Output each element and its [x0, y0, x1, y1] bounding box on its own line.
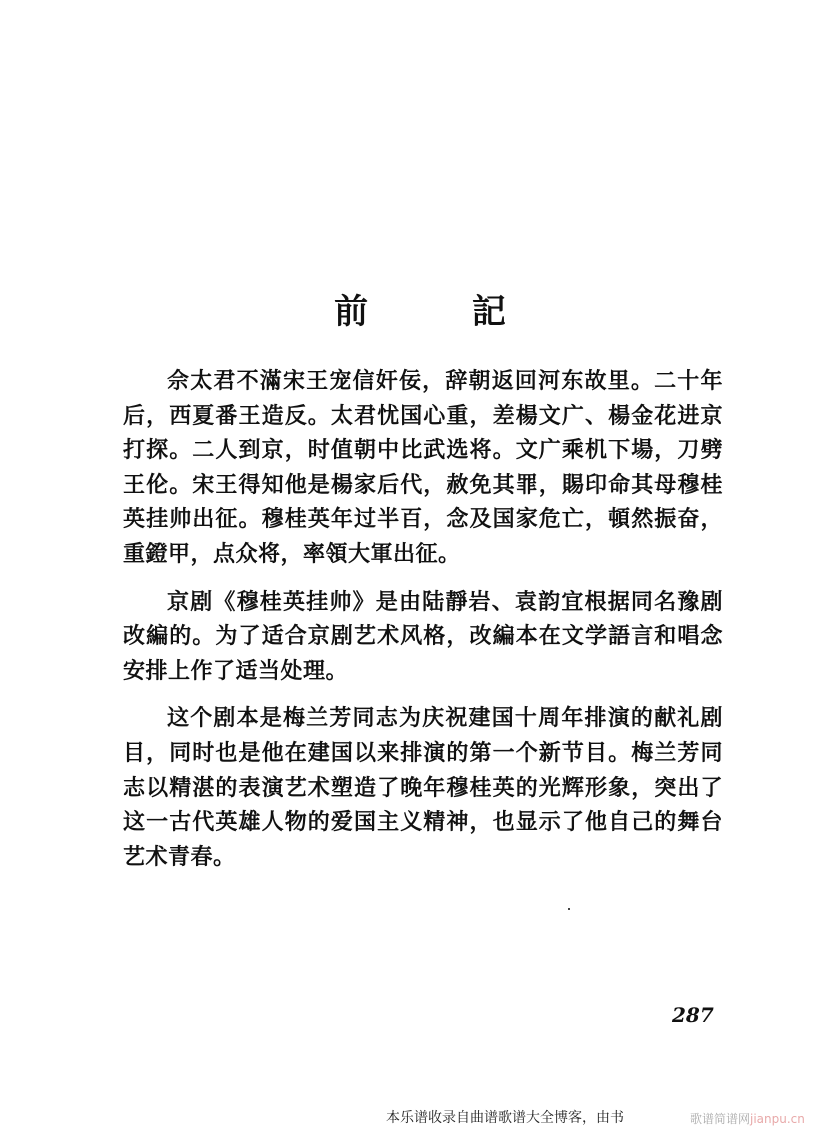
footer-notice: 本乐谱收录自曲谱歌谱大全博客，由书 — [386, 1110, 624, 1126]
paragraph-1: 佘太君不滿宋王宠信奸佞，辞朝返回河东故里。二十年后，西夏番王造反。太君忧国心重，差楊文广、楊金花进京打探。二人到京，时值朝中比武选将。文广乘机下場，刀劈王伦。宋王得知他是楊家后代，赦免其罪，賜印命其母穆桂英挂帅出征。穆桂英年过半百，念及国家危亡，頓然振奋，重鐙甲，点众将，率領大軍出征。 — [123, 368, 723, 567]
page-number: 287 — [672, 1003, 714, 1027]
watermark-site: 歌谱简谱网 — [690, 1112, 751, 1126]
watermark-domain: jianpu.cn — [750, 1112, 805, 1126]
paragraph-2: 京剧《穆桂英挂帅》是由陆靜岩、袁韵宜根据同名豫剧改編的。为了适合京剧艺术风格，改編本在文学語言和唱念安排上作了适当处理。 — [123, 588, 723, 684]
watermark — [690, 1110, 805, 1127]
page-title: 前 記 — [334, 292, 552, 332]
body-text — [123, 364, 723, 887]
paragraph-3: 这个剧本是梅兰芳同志为庆祝建国十周年排演的献礼剧目，同时也是他在建国以来排演的第一个新节目。梅兰芳同志以精湛的表演艺术塑造了晚年穆桂英的光辉形象，突出了这一古代英雄人物的爱国主义精神，也显示了他自己的舞台艺术青春。 — [123, 705, 723, 870]
scan-speck — [568, 908, 570, 910]
